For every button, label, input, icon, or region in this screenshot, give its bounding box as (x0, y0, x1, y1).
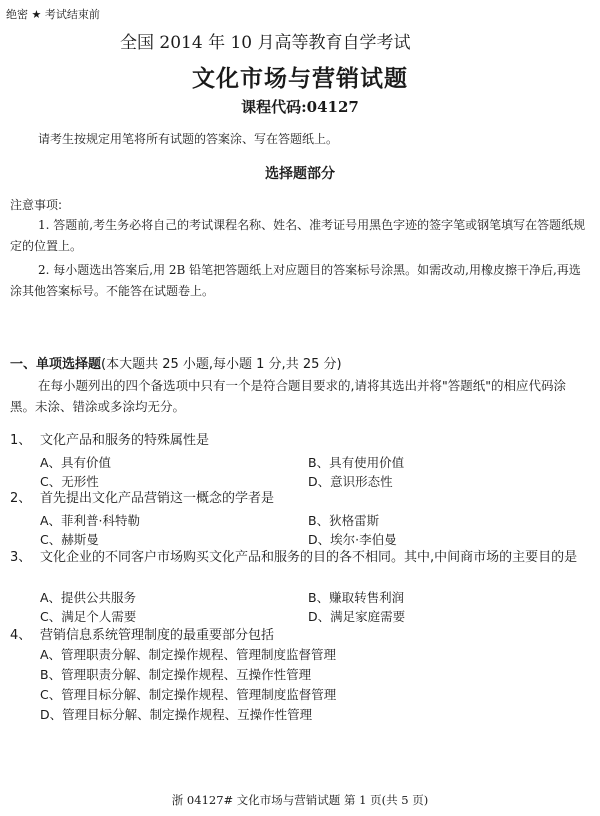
option-b: B、管理职责分解、制定操作规程、互操作性管理 (40, 667, 312, 682)
question-number: 2、 (10, 491, 32, 506)
question-stem: 文化产品和服务的特殊属性是 (40, 433, 210, 448)
question-stem: 营销信息系统管理制度的最重要部分包括 (40, 628, 275, 643)
note-item-1: 1. 答题前,考生务必将自己的考试课程名称、姓名、准考证号用黑色字迹的签字笔或钢笔填写在答题纸规定的位置上。 (10, 218, 586, 253)
part-title (10, 353, 342, 372)
option-a: A、菲利普·科特勒 (40, 513, 141, 528)
option-c: C、管理目标分解、制定操作规程、管理制度监督管理 (40, 687, 337, 702)
exam-title: 全国 2014 年 10 月高等教育自学考试 (120, 33, 411, 53)
option-d: D、满足家庭需要 (308, 609, 406, 624)
question-stem: 文化企业的不同客户市场购买文化产品和服务的目的各不相同。其中,中间商市场的主要目的是 (40, 550, 578, 565)
question-4 (10, 626, 590, 646)
confidential-label: 绝密 ★ 考试结束前 (6, 8, 100, 21)
question-2 (10, 489, 590, 509)
option-a: A、具有价值 (40, 455, 112, 470)
part-title-label: 一、单项选择题 (10, 357, 102, 372)
option-c: C、赫斯曼 (40, 532, 99, 547)
question-number: 1、 (10, 433, 32, 448)
option-c: C、满足个人需要 (40, 609, 137, 624)
part-description: 在每小题列出的四个备选项中只有一个是符合题目要求的,请将其选出并将"答题纸"的相应代码涂黑。未涂、错涂或多涂均无分。 (10, 378, 566, 414)
option-d: D、意识形态性 (308, 474, 393, 489)
paper-title: 文化市场与营销试题 (192, 66, 408, 92)
section-heading: 选择题部分 (265, 166, 335, 182)
option-a: A、管理职责分解、制定操作规程、管理制度监督管理 (40, 647, 337, 662)
option-b: B、狄格雷斯 (308, 513, 380, 528)
question-3 (10, 548, 590, 588)
course-code: 课程代码:04127 (241, 98, 359, 116)
option-d: D、管理目标分解、制定操作规程、互操作性管理 (40, 707, 313, 722)
notes-title: 注意事项: (10, 198, 63, 212)
note-item-2: 2. 每小题选出答案后,用 2B 铅笔把答题纸上对应题目的答案标号涂黑。如需改动,用橡皮擦干净后,再选涂其他答案标号。不能答在试题卷上。 (10, 263, 581, 298)
option-d: D、埃尔·李伯曼 (308, 532, 397, 547)
question-number: 3、 (10, 550, 32, 565)
page-footer: 浙 04127# 文化市场与营销试题 第 1 页(共 5 页) (171, 793, 429, 807)
option-b: B、具有使用价值 (308, 455, 405, 470)
question-1 (10, 431, 590, 451)
part-title-note: (本大题共 25 小题,每小题 1 分,共 25 分) (101, 357, 342, 372)
answer-instruction: 请考生按规定用笔将所有试题的答案涂、写在答题纸上。 (38, 132, 339, 146)
option-a: A、提供公共服务 (40, 590, 137, 605)
question-number: 4、 (10, 628, 32, 643)
question-stem: 首先提出文化产品营销这一概念的学者是 (40, 491, 275, 506)
option-b: B、赚取转售利润 (308, 590, 405, 605)
option-c: C、无形性 (40, 474, 99, 489)
